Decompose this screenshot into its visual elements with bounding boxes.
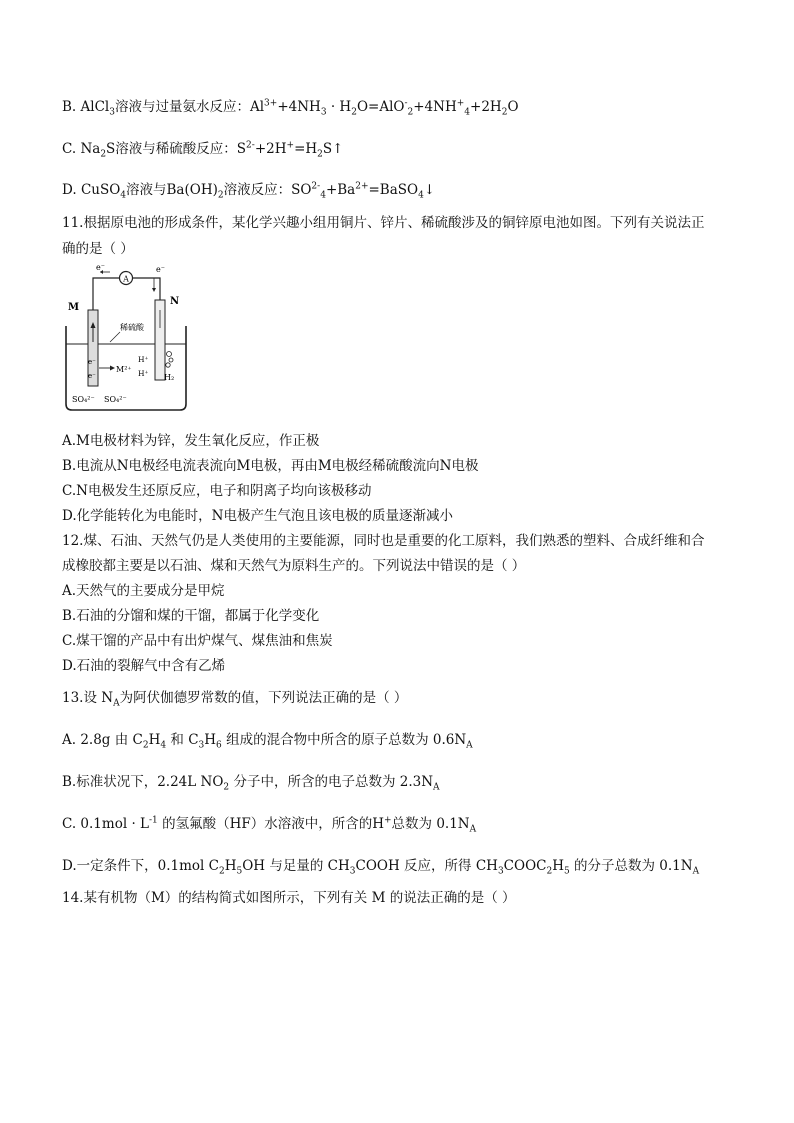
ion-label: SO₄²⁻ [72,395,95,404]
question-12-option-a: A.天然气的主要成分是甲烷 [62,583,225,599]
text: S↑ [322,141,344,157]
question-11-option-c: C.N电极发生还原反应，电子和阴离子均向该极移动 [62,483,372,499]
subscript: 4 [464,107,471,118]
text: 的氢氟酸（HF）水溶液中，所含的H [157,816,384,832]
text: +Ba [325,182,356,198]
text: CuSO [80,182,121,198]
question-13-option-d [62,857,699,875]
gas-label: H₂ [164,373,175,382]
text: =BaSO [368,182,419,198]
superscript: 2- [311,181,321,192]
text: 溶液反应：SO [223,182,312,198]
text: 13.设 N [62,690,114,706]
gas-bubble [169,358,173,362]
gas-bubble [167,352,172,357]
ion-label: M²⁺ [116,365,132,374]
gas-bubble [166,363,170,367]
text: COOH 反应，所得 CH [355,858,498,874]
question-12-stem-cont: 成橡胶都主要是以石油、煤和天然气为原料生产的。下列说法中错误的是（ ） [62,558,526,574]
subscript: 2 [217,190,224,201]
subscript: 3 [198,740,205,751]
subscript: 3 [109,107,115,118]
acid-label: 稀硫酸 [120,323,144,332]
subscript: 4 [320,190,326,201]
text: S溶液与稀硫酸反应：S [106,141,247,157]
text: H [148,732,161,748]
electrode-n-label: N [170,296,180,307]
question-12-option-b: B.石油的分馏和煤的干馏，都属于化学变化 [62,608,320,624]
subscript: 2 [218,866,225,877]
subscript: A [469,824,477,835]
text: ↓ [423,182,436,198]
subscript: 2 [317,149,323,160]
subscript: 2 [407,107,414,118]
text: OH 与足量的 CH [242,858,350,874]
ion-label: H⁺ [138,355,149,364]
option-d [62,181,435,199]
subscript: 2 [142,740,149,751]
text: H [552,858,564,874]
ion-label: H⁺ [138,369,149,378]
question-13-stem [62,689,407,707]
question-12-option-d: D.石油的裂解气中含有乙烯 [62,658,226,674]
option-c [62,140,343,158]
question-11-option-b: B.电流从N电极经电流表流向M电极，再由M电极经稀硫酸流向N电极 [62,458,479,474]
text: +2H [470,99,502,115]
galvanic-cell-diagram [62,264,190,414]
question-13-option-b [62,773,440,791]
superscript: 3+ [264,98,278,109]
electron-label: e⁻ [96,264,105,272]
label-leader [110,332,120,342]
text: +4NH [277,99,321,115]
question-11-option-a: A.M电极材料为锌，发生氧化反应，作正极 [62,433,320,449]
arrowhead [152,288,156,292]
option-label: B. [62,99,81,115]
text: 组成的混合物中所含的原子总数为 0.6N [221,732,467,748]
subscript: 4 [418,190,424,201]
text: 为阿伏伽德罗常数的值，下列说法正确的是（ ） [119,690,408,706]
subscript: A [466,740,473,751]
superscript: 2+ [355,181,369,192]
option-label: D. [62,182,81,198]
subscript: 2 [546,866,553,877]
subscript: A [113,698,120,709]
text: Na [80,141,101,157]
text: +4NH [413,99,457,115]
subscript: 2 [100,149,107,160]
text: A. 2.8g 由 C [62,732,143,748]
text: D.一定条件下，0.1mol C [62,858,219,874]
text: H [224,858,237,874]
question-11-option-d: D.化学能转化为电能时，N电极产生气泡且该电极的质量逐渐减小 [62,508,453,524]
electron-label: e⁻ [88,358,96,366]
superscript: + [384,815,392,826]
superscript: + [286,140,295,151]
arrowhead [110,366,115,371]
subscript: 2 [501,107,508,118]
option-b [62,98,519,116]
wire-right [132,278,160,300]
text: B.标准状况下，2.24L NO [62,774,224,790]
question-12-stem: 12.煤、石油、天然气仍是人类使用的主要能源，同时也是重要的化工原料，我们熟悉的塑料、合成纤维和合 [62,533,705,549]
subscript: 5 [236,866,243,877]
subscript: 4 [120,190,127,201]
electron-label: e⁻ [156,265,165,274]
ion-label: SO₄²⁻ [104,395,127,404]
superscript: - [404,98,408,109]
question-11-stem: 11.根据原电池的形成条件，某化学兴趣小组用铜片、锌片、稀硫酸涉及的铜锌原电池如图。下列有关说法正 [62,215,705,231]
subscript: A [433,782,440,793]
text: O=AlO [356,99,405,115]
subscript: A [692,866,700,877]
electron-label: e⁻ [88,372,96,380]
text: 的分子总数为 0.1N [569,858,693,874]
subscript: 3 [349,866,356,877]
text: 溶液与Ba(OH) [126,182,218,198]
text: 溶液与过量氨水反应：Al [114,99,265,115]
superscript: -1 [149,815,158,826]
text: · H [326,99,352,115]
subscript: 6 [216,740,222,751]
subscript: 3 [320,107,327,118]
electrode-m-label: M [68,302,80,313]
question-14-stem: 14.某有机物（M）的结构简式如图所示，下列有关 M 的说法正确的是（ ） [62,890,516,906]
question-13-option-c [62,815,476,833]
text: C. 0.1mol · L [62,816,149,832]
ammeter-label: A [123,274,129,284]
question-12-option-c: C.煤干馏的产品中有出炉煤气、煤焦油和焦炭 [62,633,333,649]
text: AlCl [80,99,110,115]
text: 和 C [166,732,199,748]
text: =H [294,141,318,157]
text: H [204,732,217,748]
subscript: 2 [223,782,230,793]
subscript: 2 [351,107,357,118]
subscript: 3 [497,866,504,877]
question-11-stem-cont: 确的是（ ） [62,241,134,257]
subscript: 4 [160,740,167,751]
option-label: C. [62,141,81,157]
wire-left [93,278,120,310]
text: O [507,99,519,115]
subscript: 5 [563,866,570,877]
text: COOC [503,858,547,874]
text: 分子中，所含的电子总数为 2.3N [229,774,434,790]
superscript: 2- [246,140,255,151]
text: 总数为 0.1N [391,816,470,832]
superscript: + [456,98,465,109]
text: +2H [254,141,287,157]
question-13-option-a [62,731,473,749]
